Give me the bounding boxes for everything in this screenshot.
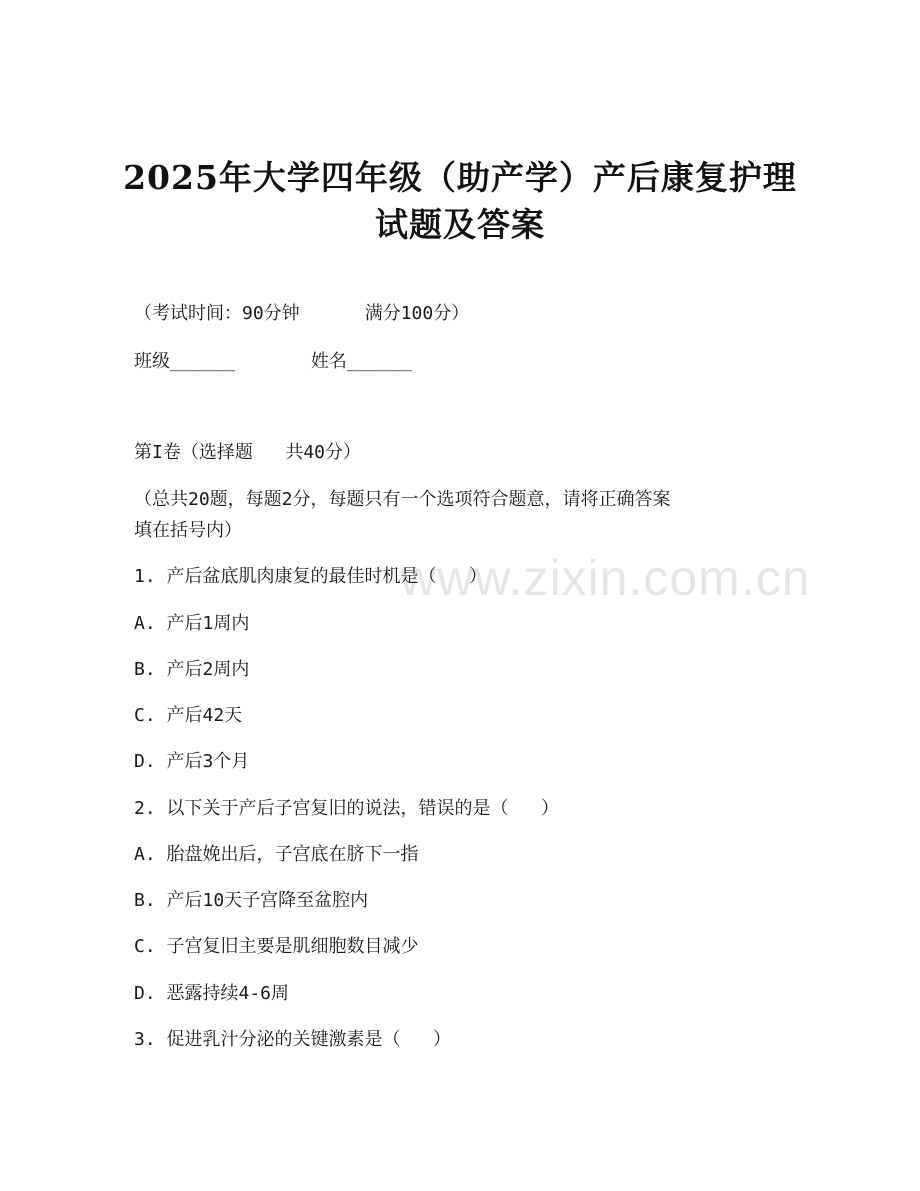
question-3-stem: 3. 促进乳汁分泌的关键激素是（ ） (134, 1029, 452, 1050)
question-2-option-c: C. 子宫复旧主要是肌细胞数目减少 (134, 936, 419, 957)
instructions-line-1: （总共20题，每题2分，每题只有一个选项符合题意，请将正确答案 (134, 489, 671, 510)
question-1-option-b: B. 产后2周内 (134, 659, 250, 680)
question-1-option-d: D. 产后3个月 (134, 751, 250, 772)
question-1-option-c: C. 产后42天 (134, 705, 243, 726)
watermark: www.zixin.com.cn (400, 550, 811, 606)
document-title-line-1: 2025年大学四年级（助产学）产后康复护理 (123, 158, 797, 197)
question-2-option-d: D. 恶露持续4-6周 (134, 983, 290, 1004)
question-1-stem: 1. 产后盆底肌肉康复的最佳时机是（ ） (134, 566, 488, 587)
exam-info: （考试时间：90分钟 满分100分） (134, 303, 470, 324)
question-2-option-b: B. 产后10天子宫降至盆腔内 (134, 890, 369, 911)
question-2-option-a: A. 胎盘娩出后，子宫底在脐下一指 (134, 844, 419, 865)
document-title-line-2: 试题及答案 (375, 205, 545, 244)
class-name-fields: 班级______ 姓名______ (134, 351, 412, 372)
question-1-option-a: A. 产后1周内 (134, 613, 250, 634)
section-title: 第I卷（选择题 共40分） (134, 442, 362, 463)
question-2-stem: 2. 以下关于产后子宫复旧的说法，错误的是（ ） (134, 798, 560, 819)
instructions-line-2: 填在括号内） (134, 520, 242, 541)
